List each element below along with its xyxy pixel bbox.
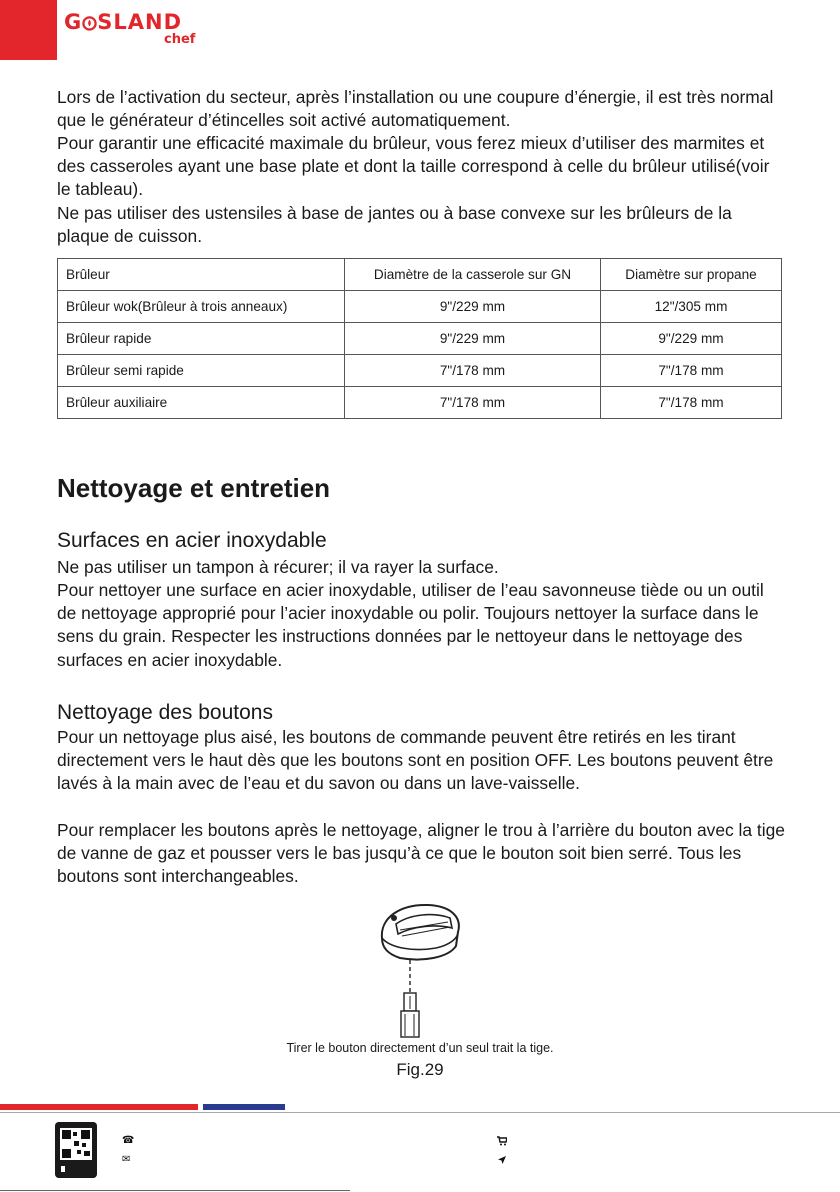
stainless-paragraph-1: Ne pas utiliser un tampon à récurer; il va rayer la surface. bbox=[57, 557, 499, 577]
knobs-heading: Nettoyage des boutons bbox=[57, 701, 273, 724]
intro-paragraph-2: Pour garantir une efficacité maximale du brûleur, vous ferez mieux d’utiliser des marmites et des casseroles ayant une base plate et dont la taille correspond à celle du brûleur utilisé(voir le tableau). bbox=[57, 133, 770, 200]
knob-removal-illustration bbox=[370, 896, 470, 1046]
table-header-row bbox=[58, 259, 782, 291]
footer-blue-bar bbox=[203, 1104, 285, 1110]
table-header-cell: Brûleur bbox=[58, 259, 345, 291]
intro-paragraph-3: Ne pas utiliser des ustensiles à base de jantes ou à base convexe sur les brûleurs de la plaque de cuisson. bbox=[57, 203, 732, 247]
table-row bbox=[58, 291, 782, 323]
brand-red-block bbox=[0, 0, 57, 60]
brand-name-right: SLAND bbox=[97, 10, 183, 34]
table-cell: Brûleur semi rapide bbox=[58, 355, 345, 387]
brand-subtitle: chef bbox=[164, 32, 196, 47]
brand-name-left: G bbox=[64, 10, 83, 34]
table-row bbox=[58, 387, 782, 419]
table-cell: 7"/178 mm bbox=[601, 355, 782, 387]
table-header-cell: Diamètre sur propane bbox=[601, 259, 782, 291]
table-header-cell: Diamètre de la casserole sur GN bbox=[345, 259, 601, 291]
table-row bbox=[58, 355, 782, 387]
table-cell: Brûleur auxiliaire bbox=[58, 387, 345, 419]
figure-label: Fig.29 bbox=[396, 1060, 444, 1079]
brand-logo bbox=[64, 10, 196, 47]
footer-red-bar bbox=[0, 1104, 198, 1110]
phone-icon: ☎ bbox=[122, 1135, 135, 1146]
table-cell: 12"/305 mm bbox=[601, 291, 782, 323]
table-cell: 9"/229 mm bbox=[345, 323, 601, 355]
table-cell: 9"/229 mm bbox=[345, 291, 601, 323]
brand-name bbox=[64, 10, 182, 34]
table-cell: 7"/178 mm bbox=[345, 355, 601, 387]
stainless-heading: Surfaces en acier inoxydable bbox=[57, 529, 327, 552]
table-cell: 7"/178 mm bbox=[601, 387, 782, 419]
flame-icon bbox=[82, 14, 97, 31]
control-knob-drawing bbox=[382, 905, 459, 960]
knobs-paragraph-2: Pour remplacer les boutons après le nettoyage, aligner le trou à l’arrière du bouton avec la tige de vanne de gaz et pousser vers le bas jusqu’à ce que le bouton soit bien serré. Tous les boutons sont interchangeables. bbox=[57, 820, 785, 887]
burner-size-table bbox=[57, 258, 782, 419]
figure-caption: Tirer le bouton directement d’un seul trait la tige. bbox=[286, 1041, 554, 1055]
footer-divider bbox=[0, 1112, 840, 1113]
table-cell: Brûleur wok(Brûleur à trois anneaux) bbox=[58, 291, 345, 323]
table-cell: Brûleur rapide bbox=[58, 323, 345, 355]
cart-icon bbox=[497, 1136, 507, 1146]
table-cell: 7"/178 mm bbox=[345, 387, 601, 419]
location-arrow-icon bbox=[497, 1155, 507, 1165]
table-cell: 9"/229 mm bbox=[601, 323, 782, 355]
table-row bbox=[58, 323, 782, 355]
mail-icon: ✉ bbox=[122, 1154, 131, 1165]
page-bottom-line bbox=[0, 1190, 350, 1191]
knobs-paragraph-1: Pour un nettoyage plus aisé, les boutons de commande peuvent être retirés en les tirant directement vers le haut dès que les boutons sont en position OFF. Les boutons peuvent être lavés à la main avec de l’eau et du savon ou dans un lave-vaisselle. bbox=[57, 727, 774, 794]
qr-code bbox=[55, 1122, 97, 1178]
intro-paragraph-1: Lors de l’activation du secteur, après l’installation ou une coupure d’énergie, il est très normal que le générateur d’étincelles soit activé automatiquement. bbox=[57, 87, 774, 131]
section-title: Nettoyage et entretien bbox=[57, 473, 331, 503]
valve-stem-drawing bbox=[401, 993, 419, 1037]
stainless-paragraph-2: Pour nettoyer une surface en acier inoxydable, utiliser de l’eau savonneuse tiède ou un outil de nettoyage approprié pour l’acier inoxydable ou polir. Toujours nettoyer la surface dans le sens du grain. Respecter les instructions données par le nettoyeur dans le nettoyage des surfaces en acier inoxydable. bbox=[57, 580, 764, 670]
